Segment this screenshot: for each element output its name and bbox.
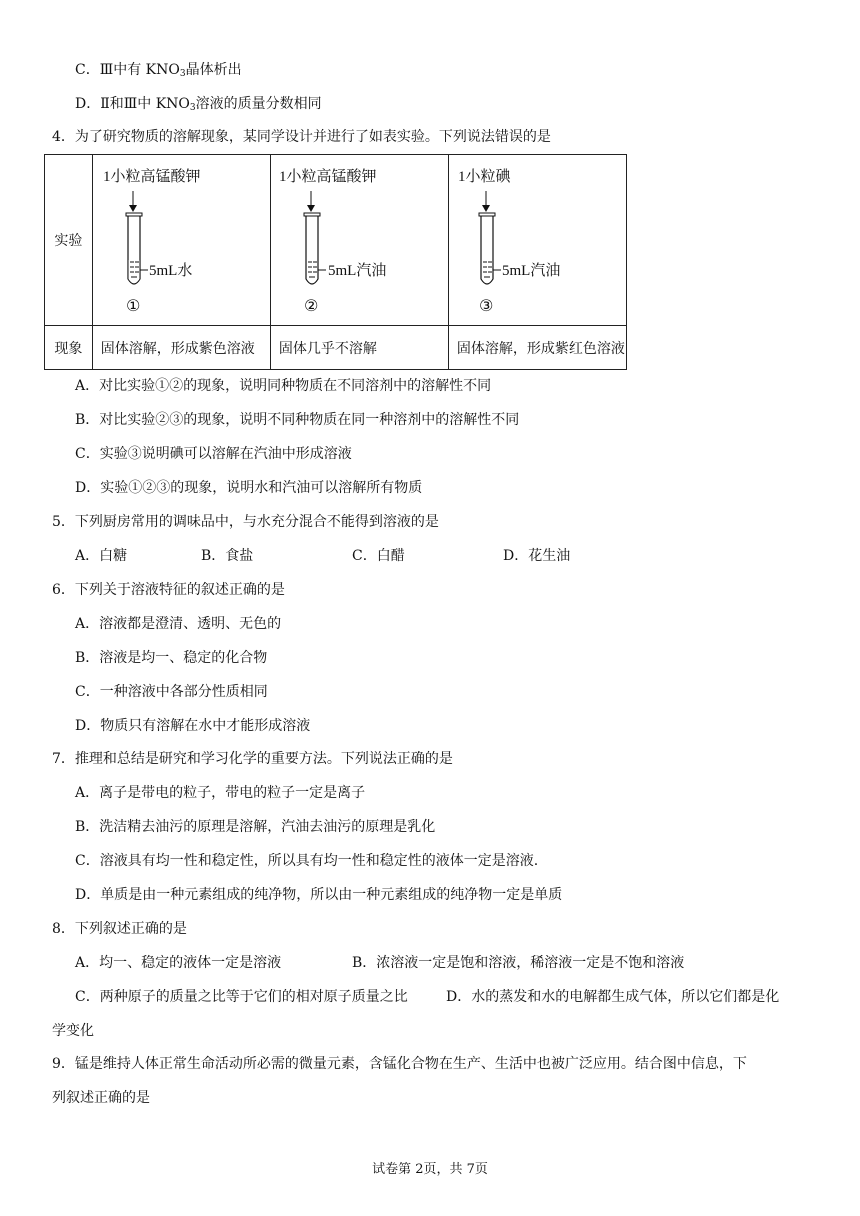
page-footer: 试卷第 2页，共 7页 — [372, 1162, 488, 1177]
q3-option-c — [75, 60, 242, 84]
q8-option-d-continued: 学变化 — [52, 1023, 94, 1039]
q5-option-a: A．白糖 — [75, 548, 128, 564]
q3-option-d-subscript: 3 — [189, 103, 196, 113]
q4-stem: 4．为了研究物质的溶解现象，某同学设计并进行了如表实验。下列说法错误的是 — [52, 129, 551, 145]
experiment-number-1: ① — [125, 296, 141, 315]
q8-option-b: B．浓溶液一定是饱和溶液，稀溶液一定是不饱和溶液 — [352, 955, 685, 971]
solvent-label-1: 5mL水 — [148, 263, 193, 279]
q5-option-b: B．食盐 — [201, 548, 254, 564]
q6-option-d: D．物质只有溶解在水中才能形成溶液 — [75, 718, 311, 734]
q5-option-d: D．花生油 — [503, 548, 571, 564]
q4-option-a: A．对比实验①②的现象，说明同种物质在不同溶剂中的溶解性不同 — [75, 378, 492, 394]
q7-option-d: D．单质是由一种元素组成的纯净物，所以由一种元素组成的纯净物一定是单质 — [75, 887, 563, 903]
arrow-head-2 — [307, 205, 315, 212]
solute-label-2: 1小粒高锰酸钾 — [278, 169, 377, 185]
observation-cell-2: 固体几乎不溶解 — [270, 326, 448, 370]
arrow-head-3 — [482, 205, 490, 212]
tube-rim-2 — [304, 213, 320, 216]
q9-stem: 9．锰是维持人体正常生命活动所必需的微量元素，含锰化合物在生产、生活中也被广泛应用。结合图中信息，下 — [52, 1056, 747, 1072]
q4-option-c: C．实验③说明碘可以溶解在汽油中形成溶液 — [75, 446, 352, 462]
solute-label-3: 1小粒碘 — [457, 169, 511, 185]
test-tube-3 — [481, 216, 493, 284]
q5-stem: 5．下列厨房常用的调味品中，与水充分混合不能得到溶液的是 — [52, 514, 439, 530]
q4-option-d: D．实验①②③的现象，说明水和汽油可以溶解所有物质 — [75, 480, 423, 496]
q8-option-c: C．两种原子的质量之比等于它们的相对原子质量之比 — [75, 989, 408, 1005]
solvent-label-3: 5mL汽油 — [501, 263, 561, 279]
q7-option-b: B．洗洁精去油污的原理是溶解，汽油去油污的原理是乳化 — [75, 819, 436, 835]
test-tube-diagram-1 — [93, 155, 271, 325]
row-label-experiment: 实验 — [45, 155, 93, 326]
q3-option-d-text: D．Ⅱ和Ⅲ中 KNO — [75, 96, 190, 112]
solvent-label-2: 5mL汽油 — [327, 263, 387, 279]
tube-rim-1 — [126, 213, 142, 216]
q7-option-a: A．离子是带电的粒子，带电的粒子一定是离子 — [75, 785, 366, 801]
experiment-number-3: ③ — [478, 296, 494, 315]
tube-rim-3 — [479, 213, 495, 216]
q3-option-c-text: C．Ⅲ中有 KNO — [75, 62, 180, 78]
liquid-lines-3 — [483, 262, 492, 277]
q6-stem: 6．下列关于溶液特征的叙述正确的是 — [52, 582, 285, 598]
observation-cell-1: 固体溶解，形成紫色溶液 — [92, 326, 270, 370]
q3-option-d-tail: 溶液的质量分数相同 — [195, 96, 322, 112]
q8-option-d: D．水的蒸发和水的电解都生成气体，所以它们都是化 — [446, 989, 780, 1005]
test-tube-2 — [306, 216, 318, 284]
q3-option-d — [75, 94, 322, 118]
q9-stem-continued: 列叙述正确的是 — [52, 1090, 150, 1106]
q6-option-c: C．一种溶液中各部分性质相同 — [75, 684, 268, 700]
experiment-table — [44, 154, 627, 370]
arrow-head-1 — [129, 205, 137, 212]
q8-stem: 8．下列叙述正确的是 — [52, 921, 187, 937]
experiment-cell-3 — [448, 155, 626, 326]
test-tube-diagram-2 — [271, 155, 449, 325]
q4-option-b: B．对比实验②③的现象，说明不同种物质在同一种溶剂中的溶解性不同 — [75, 412, 520, 428]
q6-option-b: B．溶液是均一、稳定的化合物 — [75, 650, 268, 666]
q3-option-c-tail: 晶体析出 — [185, 62, 242, 78]
solute-label-1: 1小粒高锰酸钾 — [102, 169, 201, 185]
q3-option-c-subscript: 3 — [179, 69, 186, 79]
experiment-number-2: ② — [303, 296, 319, 315]
test-tube-diagram-3 — [449, 155, 649, 325]
liquid-lines-2 — [308, 262, 317, 277]
experiment-cell-2 — [270, 155, 448, 326]
q8-option-a: A．均一、稳定的液体一定是溶液 — [75, 955, 282, 971]
q7-option-c: C．溶液具有均一性和稳定性，所以具有均一性和稳定性的液体一定是溶液. — [75, 853, 539, 869]
q6-option-a: A．溶液都是澄清、透明、无色的 — [75, 616, 282, 632]
q7-stem: 7．推理和总结是研究和学习化学的重要方法。下列说法正确的是 — [52, 751, 453, 767]
observation-cell-3: 固体溶解，形成紫红色溶液 — [448, 326, 626, 370]
row-label-observation: 现象 — [45, 326, 93, 370]
q5-option-c: C．白醋 — [352, 548, 405, 564]
experiment-cell-1 — [92, 155, 270, 326]
